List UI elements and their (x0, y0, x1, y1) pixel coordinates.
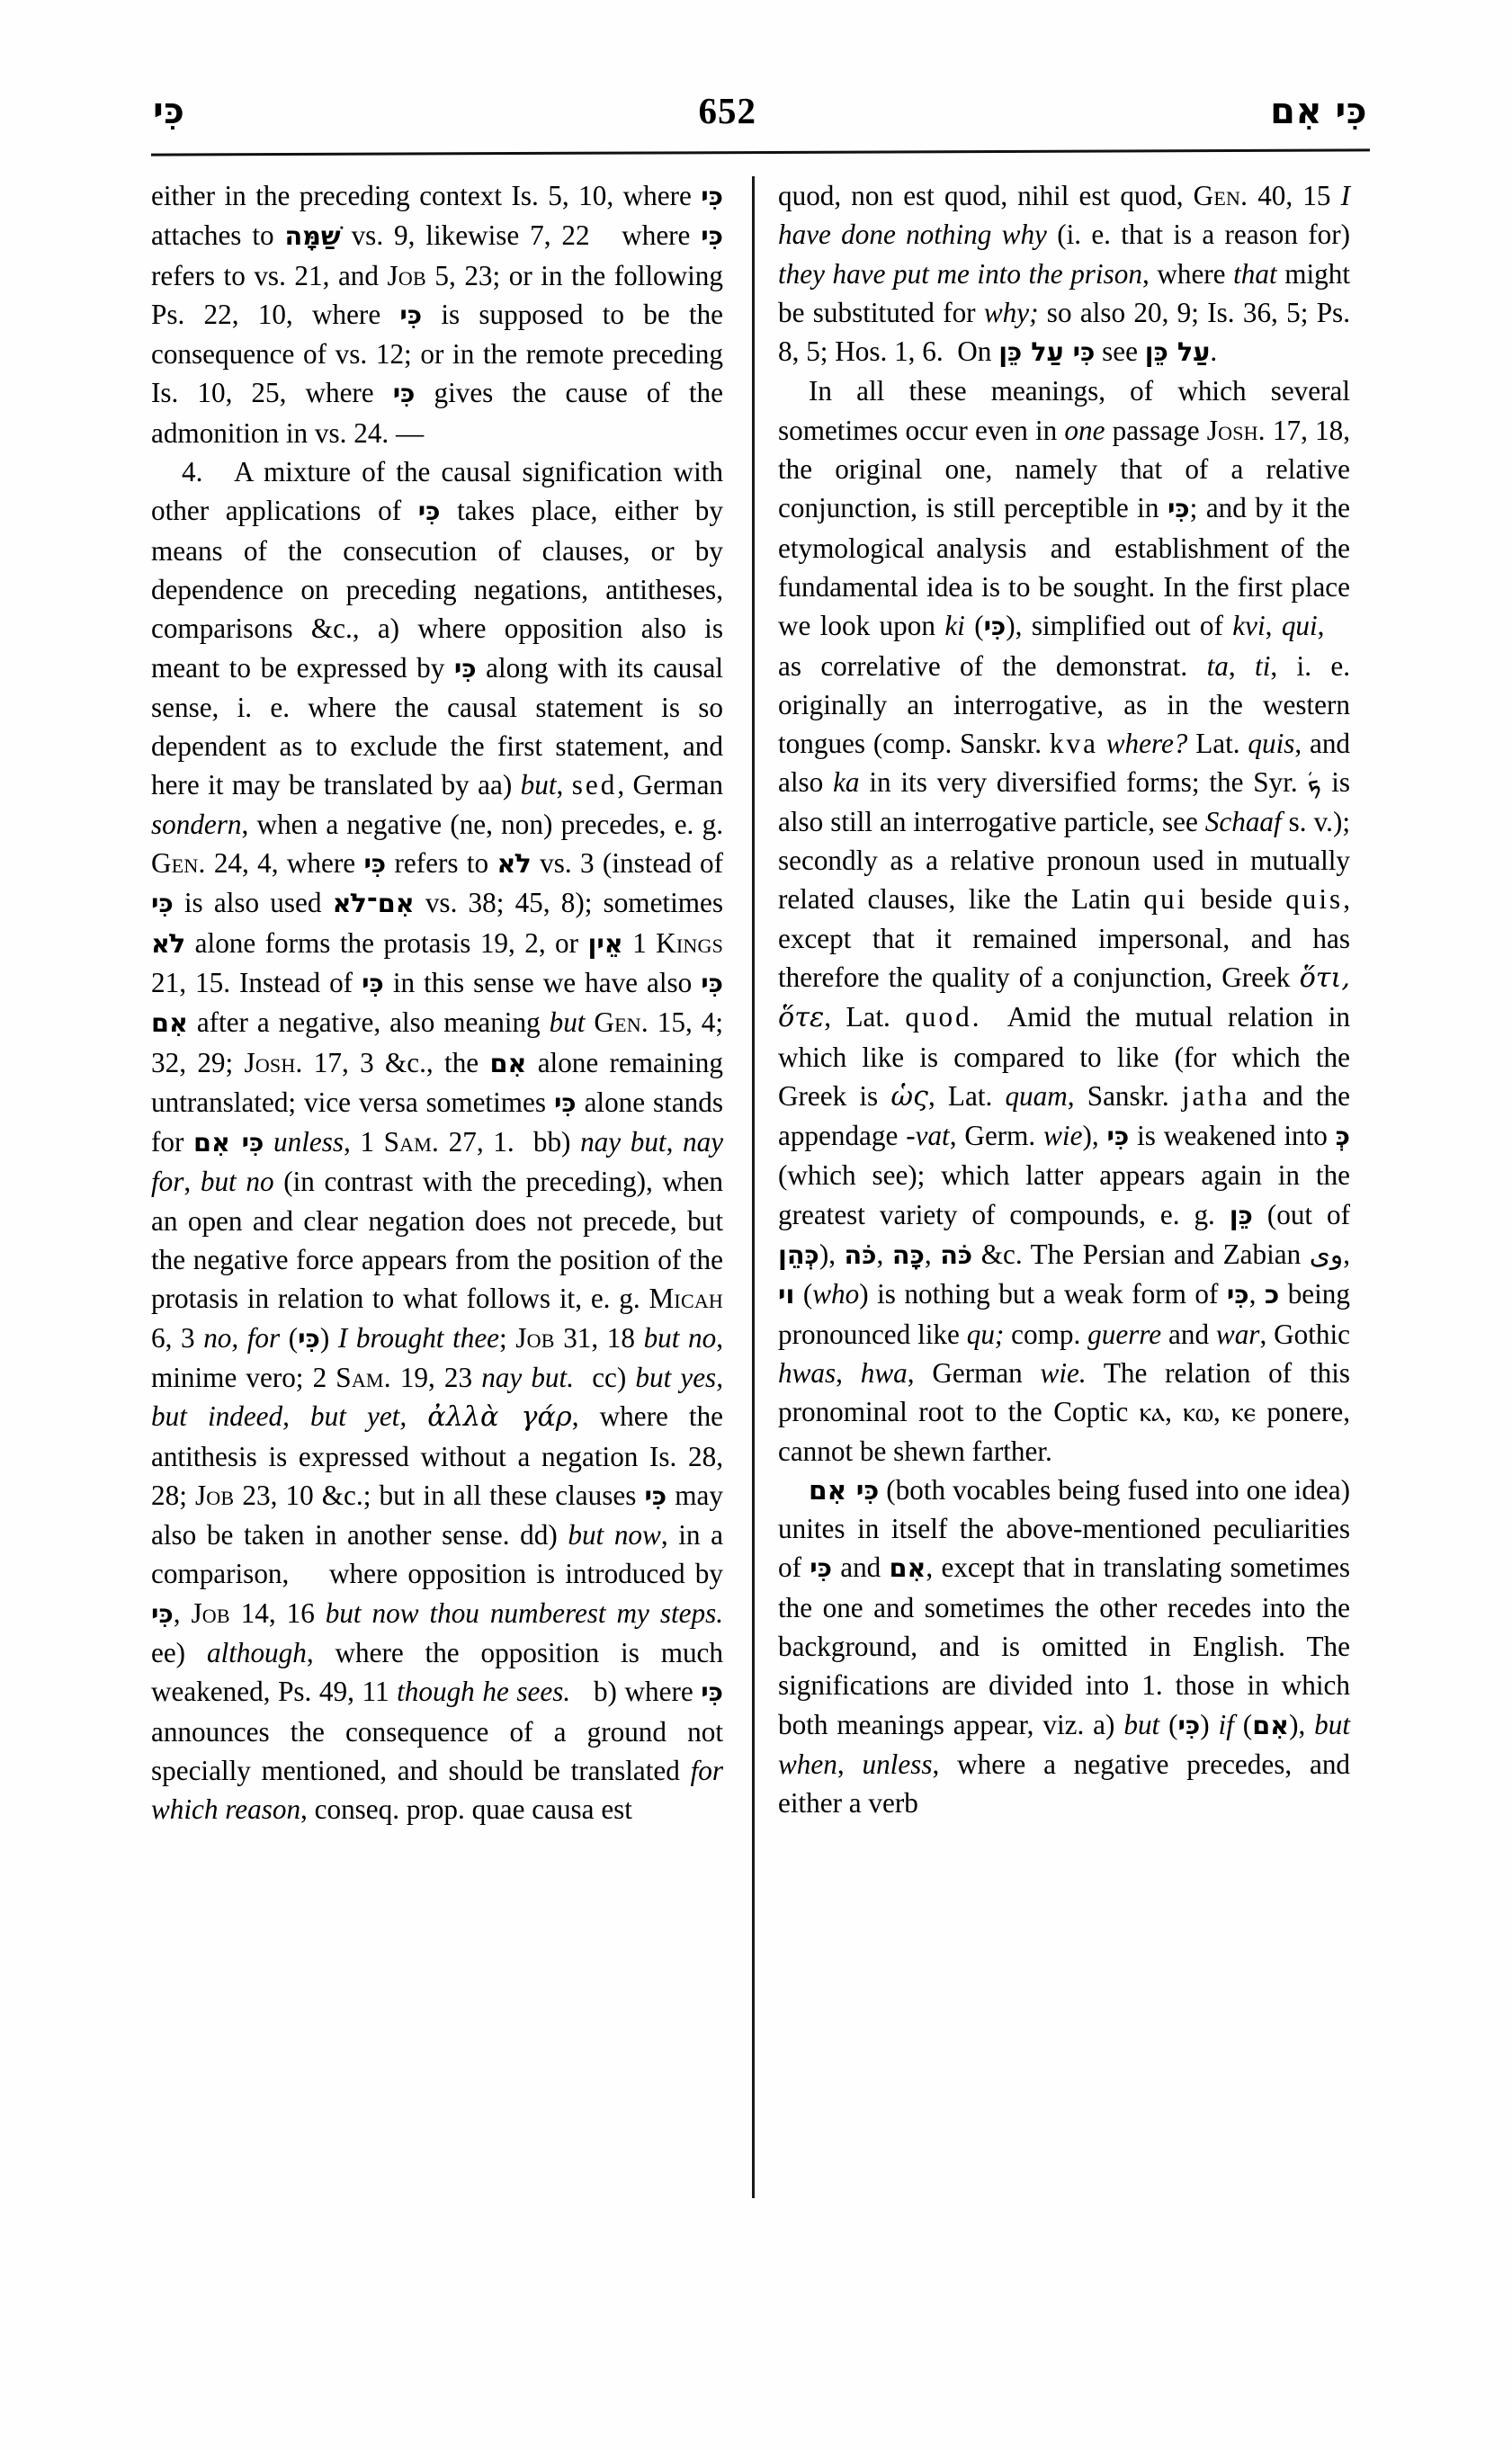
header-rule (151, 148, 1370, 156)
running-head-right-keyword: כִּי אִם (1270, 91, 1367, 132)
paragraph-left-2: 4. A mixture of the causal signification with other applications of כִּי takes place, either by means of the consecution of clauses, or by dependence on preceding negations, antitheses, comparisons &c., a) where opposition also is meant to be expressed by כִּי along with its causal sense, i. e. where the causal statement is so dependent as to exclude the first statement, and here it may be translated by aa) but, sed, German sondern, when a negative (ne, non) precedes, e. g. Gen. 24, 4, where כִּי refers to לֹא vs. 3 (instead of כִּי is also used אִם־לֹא vs. 38; 45, 8); sometimes לֹא alone forms the protasis 19, 2, or אֵין 1 Kings 21, 15. Instead of כִּי in this sense we have also כִּי אִם after a negative, also meaning but Gen. 15, 4; 32, 29; Josh. 17, 3 &c., the אִם alone remaining untranslated; vice versa sometimes כִּי alone stands for כִּי אִם unless, 1 Sam. 27, 1. bb) nay but, nay for, but no (in contrast with the preceding), when an open and clear negation does not precede, but the negative force appears from the position of the protasis in relation to what follows it, e. g. Micah 6, 3 no, for (כִּי) I brought thee; Job 31, 18 but no, minime vero; 2 Sam. 19, 23 nay but. cc) but yes, but indeed, but yet, ἀλλὰ γάρ, where the antithesis is expressed without a negation Is. 28, 28; Job 23, 10 &c.; but in all these clauses כִּי may also be taken in another sense. dd) but now, in a comparison, where opposition is introduced by כִּי, Job 14, 16 but now thou numberest my steps. ee) although, where the opposition is much weakened, Ps. 49, 11 though he sees. b) where כִּי announces the consequence of a ground not specially mentioned, and should be translated for which reason, conseq. prop. quae causa est (151, 456, 724, 1826)
entry-ki-im: כִּי אִם (both vocables being fused into one idea) unites in itself the above-mentioned peculiarities of כִּי and אִם, except that in translating sometimes the one and sometimes the other recedes into the background, and is omitted in English. The significations are divided into 1. those in which both meanings appear, viz. a) but (כִּי) if (אִם), but when, unless, where a negative precedes, and either a verb (778, 1473, 1351, 1820)
running-head (153, 70, 1367, 130)
page-number: 652 (698, 90, 757, 131)
paragraph-right-1: quod, non est quod, nihil est quod, Gen. 40, 15 I have done nothing why (i. e. that is a reason for) they have put me into the prison, where that might be substituted for why; so also 20, 9; Is. 36, 5; Ps. 8, 5; Hos. 1, 6. On כִּי עַל כֵּן see עַל כֵּן. (778, 180, 1351, 368)
paragraph-right-2: In all these meanings, of which several sometimes occur even in one passage Josh. 17, 18, the original one, namely that of a relative conjunction, is still perceptible in כִּי; and by it the etymological analysis and establishment of the fundamental idea is to be sought. In the first place we look upon ki (כִּי), simplified out of kvi, qui, as correlative of the demonstrat. ta, ti, i. e. originally an interrogative, as in the western tongues (comp. Sanskr. kva where? Lat. quis, and also ka in its very diversified forms; the Syr. ܟܿ is also still an interrogative particle, see Schaaf s. v.); secondly as a relative pronoun used in mutually related clauses, like the Latin qui beside quis, except that it remained impersonal, and has therefore the quality of a conjunction, Greek ὅτι, ὅτε, Lat. quod. Amid the mutual relation in which like is compared to like (for which the Greek is ὡς, Lat. quam, Sanskr. jatha and the appendage -vat, Germ. wie), כִּי is weakened into כְּ (which see); which latter appears again in the greatest variety of compounds, e. g. כֵּן (out of כְּהֵן), כֹּה, כָּה, כֹּה &c. The Persian and Zabian وى, וי (who) is nothing but a weak form of כִּי, כ being pronounced like qu; comp. guerre and war, Gothic hwas, hwa, German wie. The relation of this pronominal root to the Coptic ⲕⲁ, ⲕⲱ, ⲕⲉ ponere, cannot be shewn farther. (778, 375, 1351, 1467)
paragraph-left-1: either in the preceding context Is. 5, 10, where כִּי attaches to שַׁמָּה vs. 9, likewise 7, 22 where כִּי refers to vs. 21, and Job 5, 23; or in the following Ps. 22, 10, where כִּי is supposed to be the consequence of vs. 12; or in the remote preceding Is. 10, 25, where כִּי gives the cause of the admonition in vs. 24. — (151, 180, 723, 449)
running-head-left-keyword: כִּי (153, 91, 185, 132)
body-columns (151, 176, 1370, 1829)
left-column (151, 176, 743, 1829)
right-column (743, 176, 1350, 1829)
